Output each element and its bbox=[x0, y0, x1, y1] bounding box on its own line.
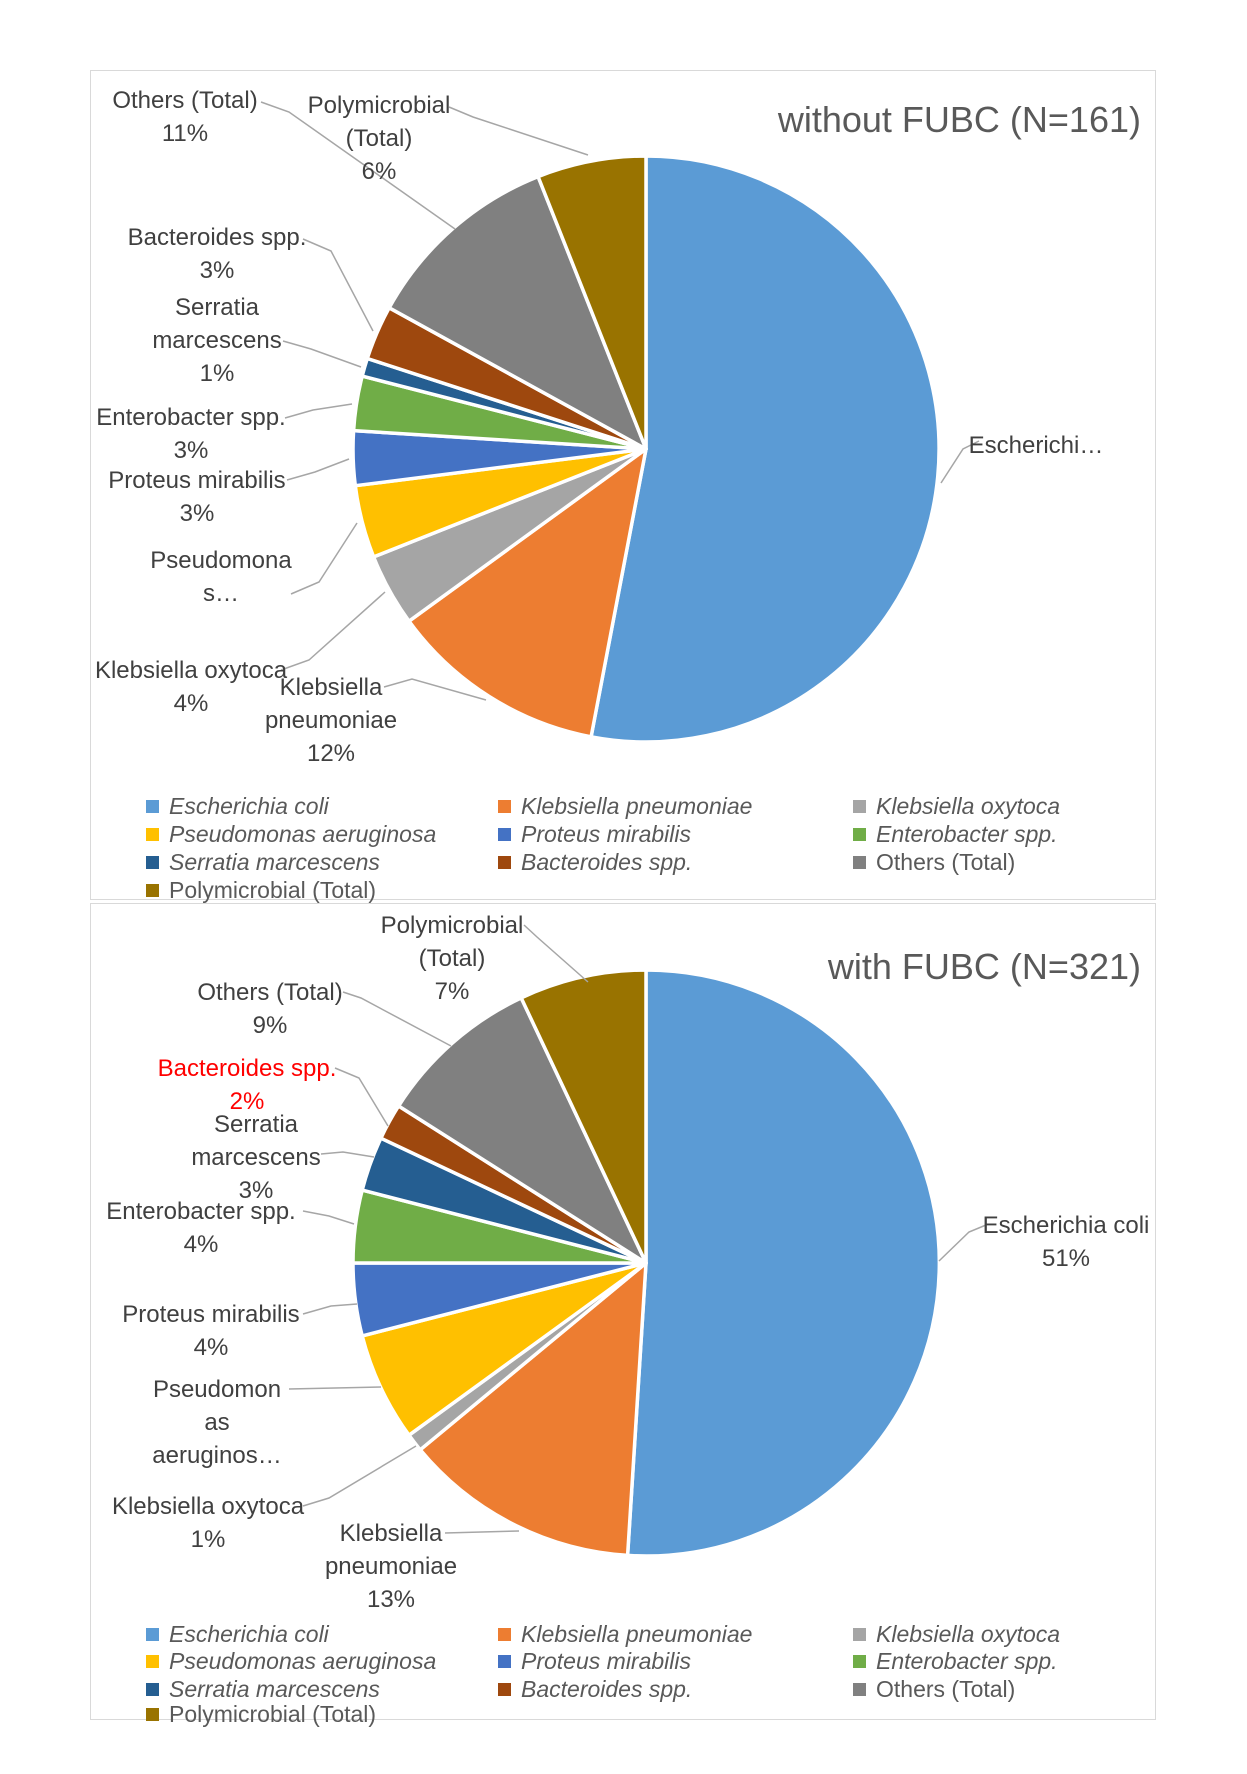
callout-line: 6% bbox=[361, 158, 397, 185]
legend-label: Bacteroides spp. bbox=[521, 848, 693, 875]
legend-label: Klebsiella pneumoniae bbox=[521, 1620, 753, 1647]
pie-chart-panel-without-fubc bbox=[90, 70, 1156, 903]
legend-item-others-total bbox=[853, 849, 1015, 875]
legend-swatch-klebsiella-pneumoniae bbox=[498, 800, 511, 813]
callout-line: 13% bbox=[366, 1586, 416, 1613]
callout-line: marcescens bbox=[191, 1144, 321, 1171]
legend-label: Serratia marcescens bbox=[169, 1675, 380, 1702]
chart-title-with-fubc: with FUBC (N=321) bbox=[827, 946, 1141, 987]
legend-swatch-proteus-mirabilis bbox=[498, 828, 511, 841]
callout-line: Bacteroides spp. bbox=[127, 224, 307, 251]
callout-proteus-mirabilis bbox=[81, 1298, 341, 1364]
callout-line: Polymicrobial bbox=[380, 912, 524, 939]
legend-label: Escherichia coli bbox=[169, 1620, 329, 1647]
callout-line: Serratia bbox=[213, 1111, 299, 1138]
legend-label: Pseudomonas aeruginosa bbox=[169, 1647, 437, 1674]
legend-item-klebsiella-oxytoca bbox=[853, 793, 1060, 819]
callout-line: 1% bbox=[199, 360, 235, 387]
legend-swatch-serratia-marcescens bbox=[146, 1683, 159, 1696]
callout-polymicrobial-total bbox=[249, 89, 509, 188]
legend-item-klebsiella-pneumoniae bbox=[498, 793, 752, 819]
legend-item-klebsiella-pneumoniae bbox=[498, 1621, 752, 1647]
callout-line: 3% bbox=[179, 500, 215, 527]
callout-line: 11% bbox=[161, 120, 209, 147]
callout-line: (Total) bbox=[345, 125, 413, 152]
callout-bacteroides-spp bbox=[117, 1052, 377, 1118]
legend-item-serratia-marcescens bbox=[146, 849, 380, 875]
pie-slice-escherichia-coli bbox=[628, 970, 940, 1556]
callout-serratia-marcescens bbox=[126, 1108, 386, 1207]
callout-line: 51% bbox=[1041, 1245, 1091, 1272]
legend-label: Polymicrobial (Total) bbox=[169, 876, 377, 903]
callout-bacteroides-spp bbox=[87, 221, 347, 287]
callout-klebsiella-oxytoca bbox=[61, 654, 321, 720]
callout-line: Escherichia coli bbox=[982, 1212, 1150, 1239]
legend-item-escherichia-coli bbox=[146, 1621, 329, 1647]
legend-label: Klebsiella oxytoca bbox=[876, 1620, 1061, 1647]
callout-line: Pseudomon bbox=[152, 1376, 282, 1403]
legend-label: Polymicrobial (Total) bbox=[169, 1700, 377, 1727]
callout-line: 12% bbox=[306, 740, 356, 767]
callout-line: 4% bbox=[173, 690, 209, 717]
callout-line: 2% bbox=[229, 1088, 265, 1115]
callout-line: (Total) bbox=[418, 945, 486, 972]
callout-line: 3% bbox=[199, 257, 235, 284]
callout-line: 7% bbox=[434, 978, 470, 1005]
callout-line: Others (Total) bbox=[112, 87, 258, 114]
callout-pseudomonas-aeruginosa bbox=[87, 1373, 347, 1472]
callout-serratia-marcescens bbox=[87, 291, 347, 390]
legend-item-polymicrobial-total bbox=[146, 877, 376, 903]
legend-swatch-polymicrobial-total bbox=[146, 1708, 159, 1721]
legend-swatch-bacteroides-spp bbox=[498, 856, 511, 869]
callout-enterobacter-spp bbox=[61, 401, 321, 467]
legend-label: Serratia marcescens bbox=[169, 848, 380, 875]
legend-item-proteus-mirabilis bbox=[498, 821, 691, 847]
legend-swatch-others-total bbox=[853, 856, 866, 869]
legend-item-klebsiella-oxytoca bbox=[853, 1621, 1060, 1647]
legend-item-pseudomonas-aeruginosa bbox=[146, 1648, 436, 1674]
callout-polymicrobial-total bbox=[322, 909, 582, 1008]
callout-line: as bbox=[204, 1409, 230, 1436]
callout-line: Others (Total) bbox=[197, 979, 343, 1006]
callout-escherichia-coli bbox=[936, 1209, 1196, 1275]
legend-item-enterobacter-spp bbox=[853, 821, 1058, 847]
callout-line: Escherichi… bbox=[968, 432, 1104, 459]
callout-line: Klebsiella oxytoca bbox=[94, 657, 288, 684]
callout-line: Klebsiella bbox=[279, 674, 383, 701]
legend-swatch-pseudomonas-aeruginosa bbox=[146, 1655, 159, 1668]
legend-item-polymicrobial-total bbox=[146, 1701, 376, 1727]
legend-swatch-enterobacter-spp bbox=[853, 828, 866, 841]
legend-item-bacteroides-spp bbox=[498, 1676, 692, 1702]
callout-line: Proteus mirabilis bbox=[108, 467, 286, 494]
callout-escherichia-coli bbox=[906, 429, 1166, 462]
callout-line: Polymicrobial bbox=[307, 92, 451, 119]
callout-line: Enterobacter spp. bbox=[96, 404, 286, 431]
callout-proteus-mirabilis bbox=[67, 464, 327, 530]
legend-item-pseudomonas-aeruginosa bbox=[146, 821, 436, 847]
legend-label: Bacteroides spp. bbox=[521, 1675, 693, 1702]
callout-line: 3% bbox=[173, 437, 209, 464]
callout-line: Serratia bbox=[174, 294, 260, 321]
legend-swatch-others-total bbox=[853, 1683, 866, 1696]
callout-klebsiella-oxytoca bbox=[78, 1490, 338, 1556]
callout-line: Pseudomona bbox=[150, 547, 292, 574]
legend-swatch-klebsiella-oxytoca bbox=[853, 800, 866, 813]
callout-line: marcescens bbox=[152, 327, 282, 354]
callout-line: 1% bbox=[190, 1526, 226, 1553]
legend-swatch-klebsiella-oxytoca bbox=[853, 1628, 866, 1641]
legend-item-enterobacter-spp bbox=[853, 1648, 1058, 1674]
callout-line: aeruginos… bbox=[152, 1442, 282, 1469]
legend-swatch-proteus-mirabilis bbox=[498, 1655, 511, 1668]
callout-line: Proteus mirabilis bbox=[122, 1301, 300, 1328]
legend-label: Enterobacter spp. bbox=[876, 1647, 1058, 1674]
legend-item-proteus-mirabilis bbox=[498, 1648, 691, 1674]
callout-line: 9% bbox=[252, 1012, 288, 1039]
legend-item-escherichia-coli bbox=[146, 793, 329, 819]
callout-line: 4% bbox=[183, 1231, 219, 1258]
legend-label: Enterobacter spp. bbox=[876, 820, 1058, 847]
legend-item-others-total bbox=[853, 1676, 1015, 1702]
legend-item-serratia-marcescens bbox=[146, 1676, 380, 1702]
callout-line: Enterobacter spp. bbox=[106, 1198, 296, 1225]
callout-line: Klebsiella oxytoca bbox=[111, 1493, 305, 1520]
pie-chart-panel-with-fubc bbox=[90, 903, 1156, 1727]
callout-pseudomonas-aeruginosa bbox=[91, 544, 351, 610]
legend-label: Others (Total) bbox=[876, 848, 1016, 875]
legend-label: Klebsiella pneumoniae bbox=[521, 792, 753, 819]
legend-swatch-escherichia-coli bbox=[146, 1628, 159, 1641]
callout-line: 4% bbox=[193, 1334, 229, 1361]
callout-line: 3% bbox=[238, 1177, 274, 1204]
chart-title-without-fubc: without FUBC (N=161) bbox=[777, 99, 1141, 140]
legend-swatch-serratia-marcescens bbox=[146, 856, 159, 869]
legend-label: Proteus mirabilis bbox=[521, 820, 691, 847]
callout-line: Bacteroides spp. bbox=[157, 1055, 337, 1082]
callout-line: s… bbox=[203, 580, 239, 607]
legend-swatch-enterobacter-spp bbox=[853, 1655, 866, 1668]
legend-label: Klebsiella oxytoca bbox=[876, 792, 1061, 819]
callout-line: Klebsiella bbox=[339, 1520, 443, 1547]
legend-swatch-klebsiella-pneumoniae bbox=[498, 1628, 511, 1641]
legend-item-bacteroides-spp bbox=[498, 849, 692, 875]
legend-label: Pseudomonas aeruginosa bbox=[169, 820, 437, 847]
legend-swatch-polymicrobial-total bbox=[146, 884, 159, 897]
legend-label: Escherichia coli bbox=[169, 792, 329, 819]
legend-swatch-bacteroides-spp bbox=[498, 1683, 511, 1696]
legend-label: Proteus mirabilis bbox=[521, 1647, 691, 1674]
callout-line: pneumoniae bbox=[264, 707, 398, 734]
legend-swatch-escherichia-coli bbox=[146, 800, 159, 813]
legend-label: Others (Total) bbox=[876, 1675, 1016, 1702]
callout-line: pneumoniae bbox=[324, 1553, 458, 1580]
legend-swatch-pseudomonas-aeruginosa bbox=[146, 828, 159, 841]
